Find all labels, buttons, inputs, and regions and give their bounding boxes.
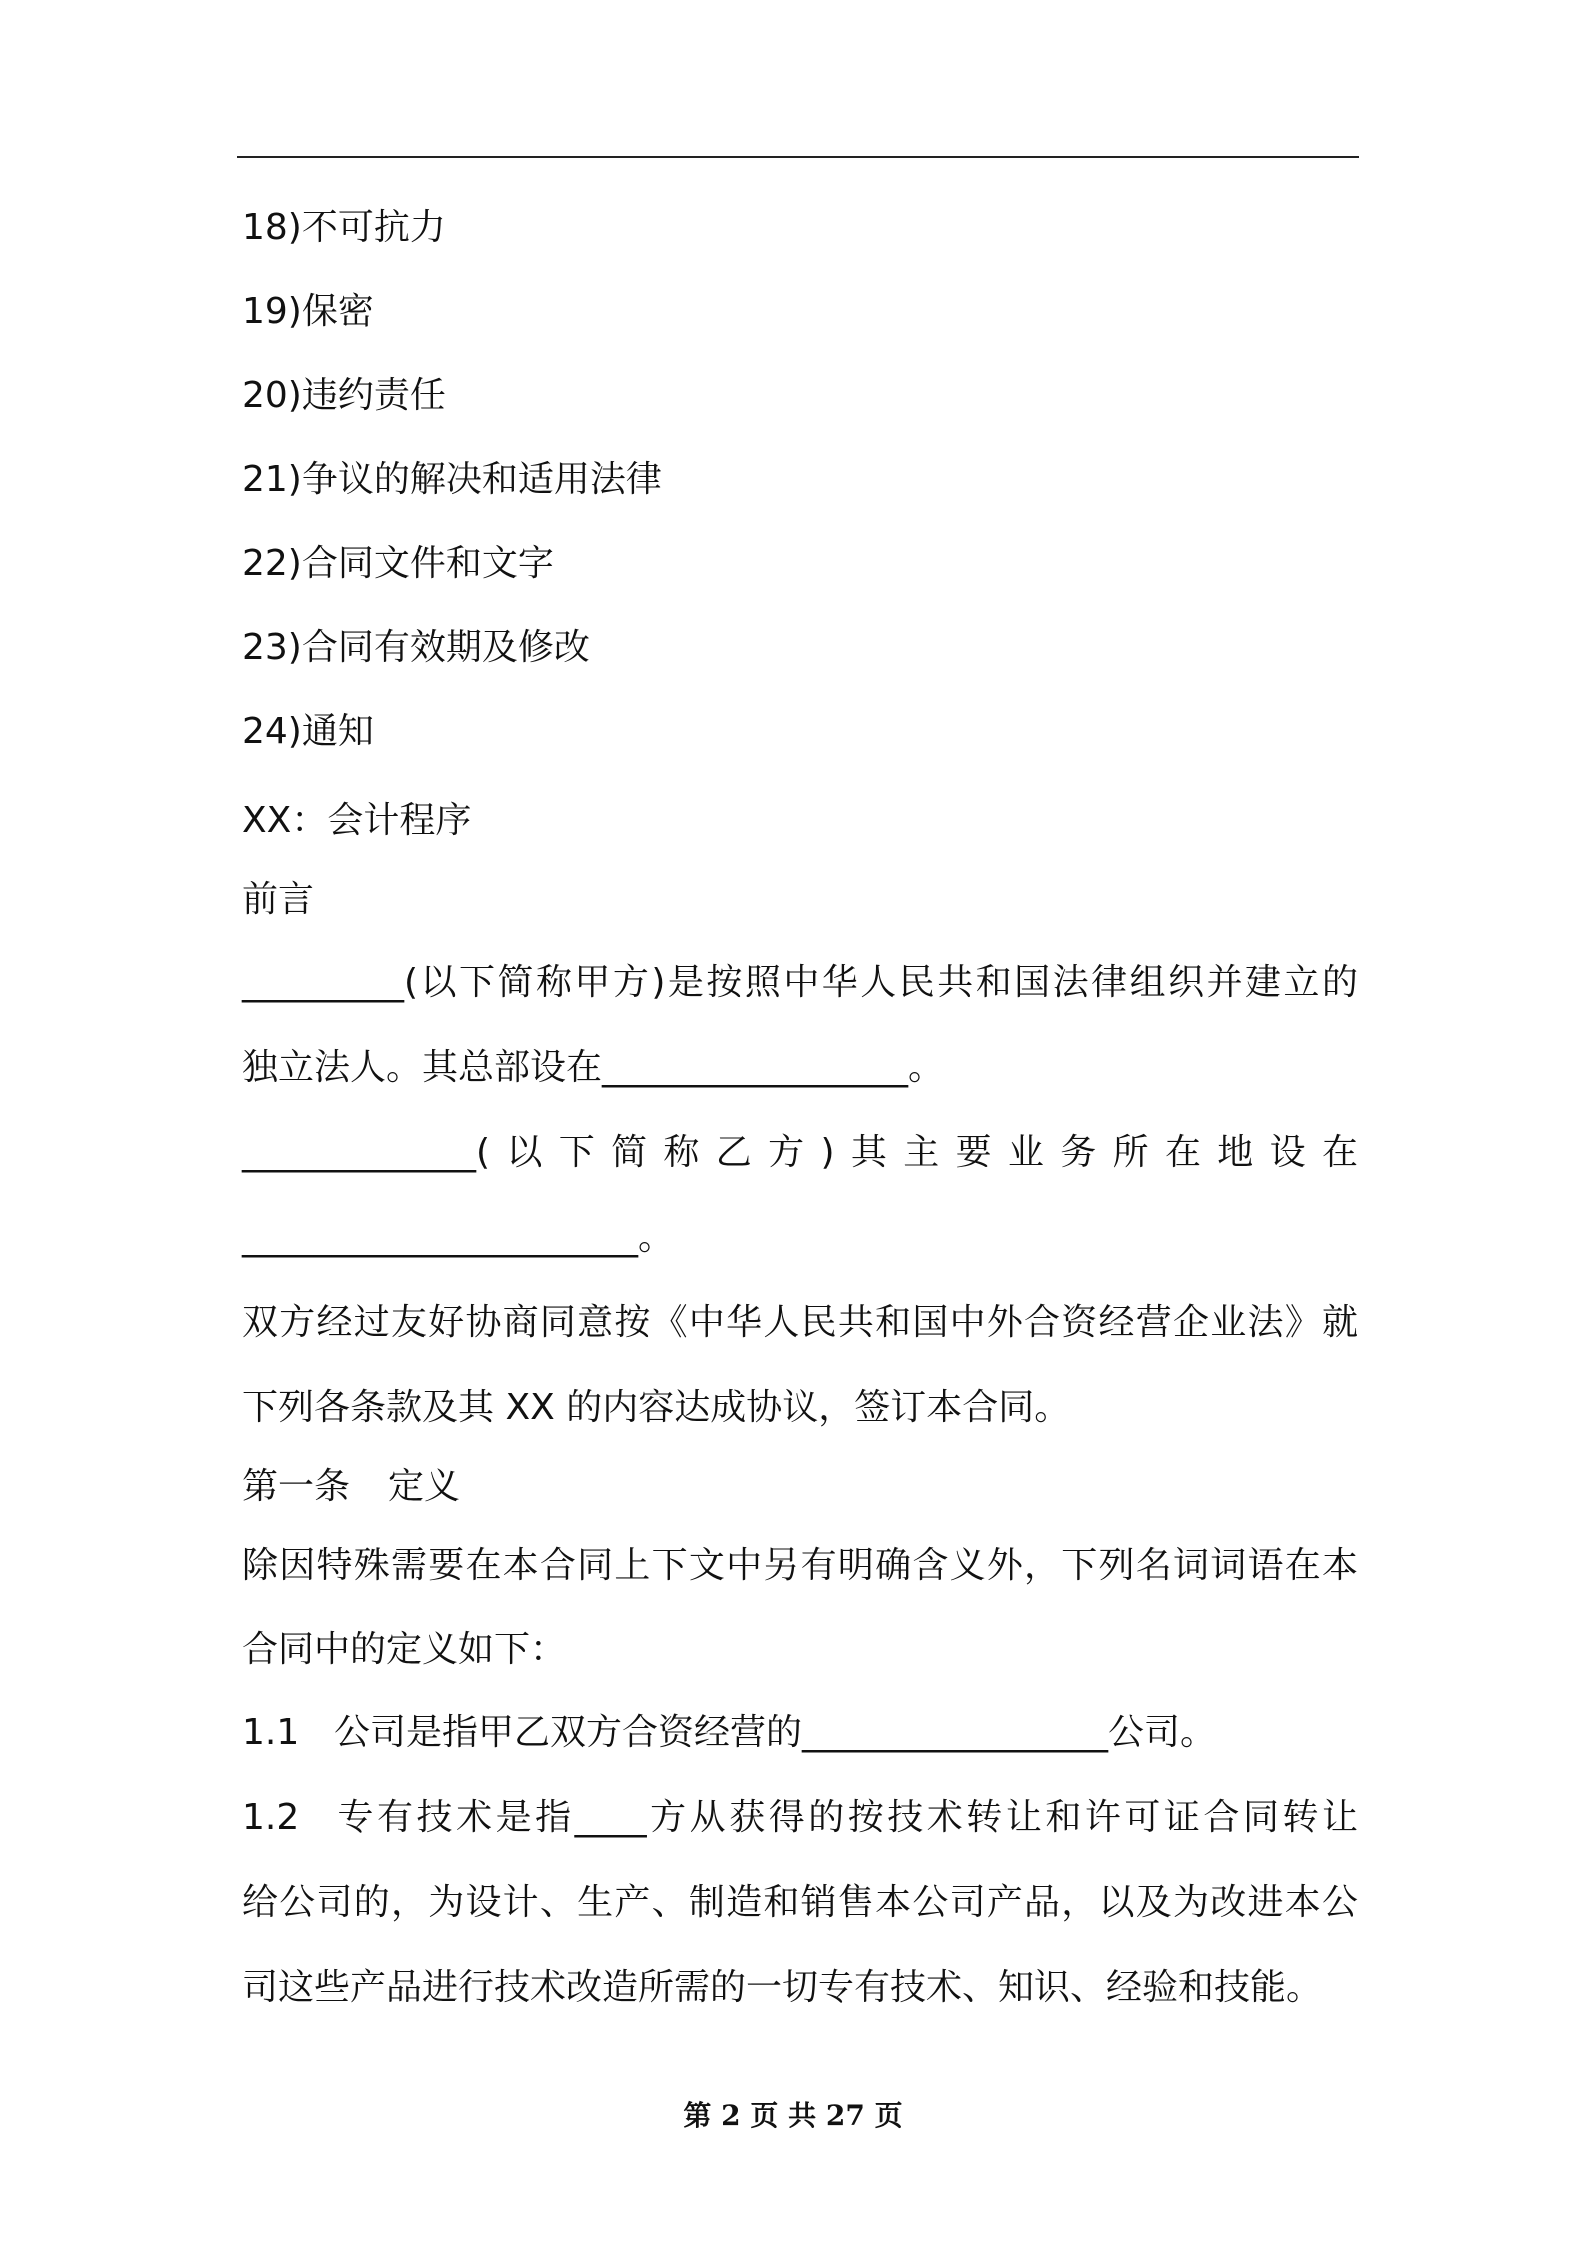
toc-item: 19)保密 bbox=[242, 291, 374, 332]
toc-item: 24)通知 bbox=[242, 711, 374, 752]
toc-item: 20)违约责任 bbox=[242, 375, 446, 416]
article-title: 定义 bbox=[388, 1466, 461, 1507]
toc-item: 18)不可抗力 bbox=[242, 207, 446, 248]
paragraph-line: 下列各条款及其 XX 的内容达成协议，签订本合同。 bbox=[242, 1387, 1071, 1428]
preface-heading: 前言 bbox=[242, 879, 315, 920]
paragraph-line: 给公司的，为设计、生产、制造和销售本公司产品，以及为改进本公 bbox=[242, 1882, 1358, 1923]
paragraph-line: 独立法人。其总部设在_________________。 bbox=[242, 1047, 945, 1088]
paragraph-line: 合同中的定义如下： bbox=[242, 1629, 567, 1670]
header-rule bbox=[237, 156, 1359, 158]
article-label: 第一条 bbox=[242, 1466, 351, 1507]
clause-text: 专有技术是指____方从获得的按技术转让和许可证合同转让 bbox=[334, 1797, 1358, 1838]
toc-item: 22)合同文件和文字 bbox=[242, 543, 554, 584]
clause-number: 1.2 bbox=[242, 1797, 300, 1838]
section-title: XX：会计程序 bbox=[242, 800, 472, 841]
clause-text: 公司是指甲乙双方合资经营的_________________公司。 bbox=[334, 1712, 1217, 1753]
toc-item: 23)合同有效期及修改 bbox=[242, 627, 590, 668]
clause-1-2 bbox=[242, 1796, 1358, 1840]
paragraph-line: ______________________。 bbox=[242, 1217, 674, 1258]
toc-item: 21)争议的解决和适用法律 bbox=[242, 459, 662, 500]
paragraph-line: _________(以下简称甲方)是按照中华人民共和国法律组织并建立的 bbox=[242, 962, 1358, 1003]
page-number: 第 2 页 共 27 页 bbox=[683, 2099, 903, 2132]
clause-number: 1.1 bbox=[242, 1712, 300, 1753]
paragraph-line: 司这些产品进行技术改造所需的一切专有技术、知识、经验和技能。 bbox=[242, 1967, 1323, 2008]
article-heading bbox=[242, 1465, 460, 1509]
paragraph-line: 双方经过友好协商同意按《中华人民共和国中外合资经营企业法》就 bbox=[242, 1302, 1358, 1343]
paragraph-line: 除因特殊需要在本合同上下文中另有明确含义外，下列名词词语在本 bbox=[242, 1545, 1358, 1586]
paragraph-line: _____________(以下简称乙方)其主要业务所在地设在 bbox=[242, 1132, 1358, 1173]
clause-1-1 bbox=[242, 1711, 1216, 1755]
